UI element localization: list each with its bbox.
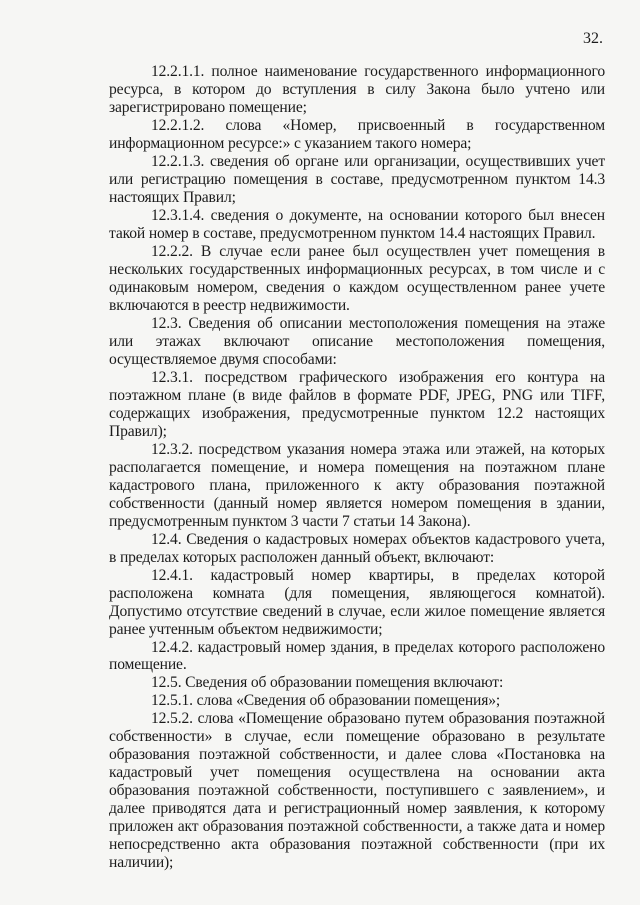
text-line: 12.4. Сведения о кадастровых номерах объектов кадастрового учета, (151, 530, 605, 548)
text-line: располагается помещение, и номера помещения на поэтажном плане (109, 458, 605, 476)
text-line: непосредственно акта образования поэтажной собственности (при их (109, 836, 605, 854)
text-line: в пределах которых расположен данный объект, включают: (109, 548, 495, 566)
text-line: ранее учтенным объектом недвижимости; (109, 620, 383, 638)
text-line: приложен акт образования поэтажной собственности, а также дата и номер (109, 818, 605, 836)
text-line: помещение. (109, 656, 187, 674)
text-line: 12.3.1.4. сведения о документе, на основании которого был внесен (151, 206, 605, 224)
text-line: 12.2.1.3. сведения об органе или организации, осуществивших учет (151, 152, 605, 170)
paragraph (109, 207, 605, 243)
text-line: наличии); (109, 854, 174, 872)
text-line: зарегистрировано помещение; (109, 98, 307, 116)
paragraph (109, 531, 605, 567)
text-line: Правил); (109, 422, 167, 440)
paragraph (109, 674, 605, 692)
text-line: кадастровый учет помещения осуществлена на основании акта (109, 764, 605, 782)
text-line: нескольких государственных информационных ресурсах, в том числе и с (109, 260, 605, 278)
paragraph (109, 369, 605, 441)
text-line: настоящих Правил; (109, 188, 236, 206)
page-number: 32. (583, 30, 603, 47)
document-body (109, 0, 605, 892)
text-line: информационном ресурсе:» с указанием такого номера; (109, 134, 472, 152)
text-line: или регистрацию помещения в составе, предусмотренном пунктом 14.3 (109, 170, 605, 188)
text-line: образования поэтажной собственности, и далее слова «Постановка на (109, 746, 605, 764)
paragraph (109, 153, 605, 207)
text-line: кадастрового плана, приложенного к акту образования поэтажной (109, 476, 605, 494)
text-line: 12.5.1. слова «Сведения об образовании помещения»; (151, 692, 501, 710)
paragraph (109, 117, 605, 153)
paragraph (109, 639, 605, 675)
text-line: 12.2.1.2. слова «Номер, присвоенный в государственном (151, 116, 605, 134)
text-line: 12.3.1. посредством графического изображения его контура на (151, 368, 605, 386)
text-line: одинаковым номером, сведения о каждом осуществленном ранее учете (109, 278, 605, 296)
paragraph (109, 710, 605, 872)
paragraph (109, 441, 605, 531)
text-line: образования поэтажной собственности, поступившего с заявлением», и (109, 782, 605, 800)
text-line: Допустимо отсутствие сведений в случае, если жилое помещение является (109, 602, 605, 620)
text-line: осуществляемое двумя способами: (109, 350, 337, 368)
text-line: такой номер в составе, предусмотренном пунктом 14.4 настоящих Правил. (109, 224, 596, 242)
text-line: 12.2.2. В случае если ранее был осуществлен учет помещения в (151, 242, 605, 260)
paragraph (109, 243, 605, 315)
paragraph (109, 315, 605, 369)
text-line: включаются в реестр недвижимости. (109, 296, 350, 314)
text-line: предусмотренным пунктом 3 части 7 статьи 14 Закона). (109, 512, 471, 530)
text-line: 12.5. Сведения об образовании помещения включают: (151, 674, 504, 692)
text-line: или этажах включают описание местоположения помещения, (109, 332, 605, 350)
text-line: поэтажном плане (в виде файлов в формате PDF, JPEG, PNG или TIFF, (109, 386, 605, 404)
text-line: ресурса, в котором до вступления в силу Закона было учтено или (109, 80, 605, 98)
paragraph (109, 567, 605, 639)
paragraph (109, 692, 605, 710)
text-line: 12.3.2. посредством указания номера этажа или этажей, на которых (151, 440, 605, 458)
text-line: собственности» в случае, если помещение образовано в результате (109, 728, 605, 746)
text-line: расположена комната (для помещения, являющегося комнатой). (109, 584, 605, 602)
text-line: 12.3. Сведения об описании местоположения помещения на этаже (151, 314, 605, 332)
text-line: 12.4.1. кадастровый номер квартиры, в пределах которой (151, 566, 605, 584)
text-line: 12.5.2. слова «Помещение образовано путем образования поэтажной (151, 710, 605, 728)
text-line: далее приводятся дата и регистрационный номер заявления, к которому (109, 800, 605, 818)
text-line: собственности (данный номер является номером помещения в здании, (109, 494, 605, 512)
text-line: 12.4.2. кадастровый номер здания, в пределах которого расположено (151, 638, 605, 656)
text-line: содержащих изображения, предусмотренные пунктом 12.2 настоящих (109, 404, 605, 422)
paragraph (109, 63, 605, 117)
text-line: 12.2.1.1. полное наименование государственного информационного (151, 63, 605, 80)
